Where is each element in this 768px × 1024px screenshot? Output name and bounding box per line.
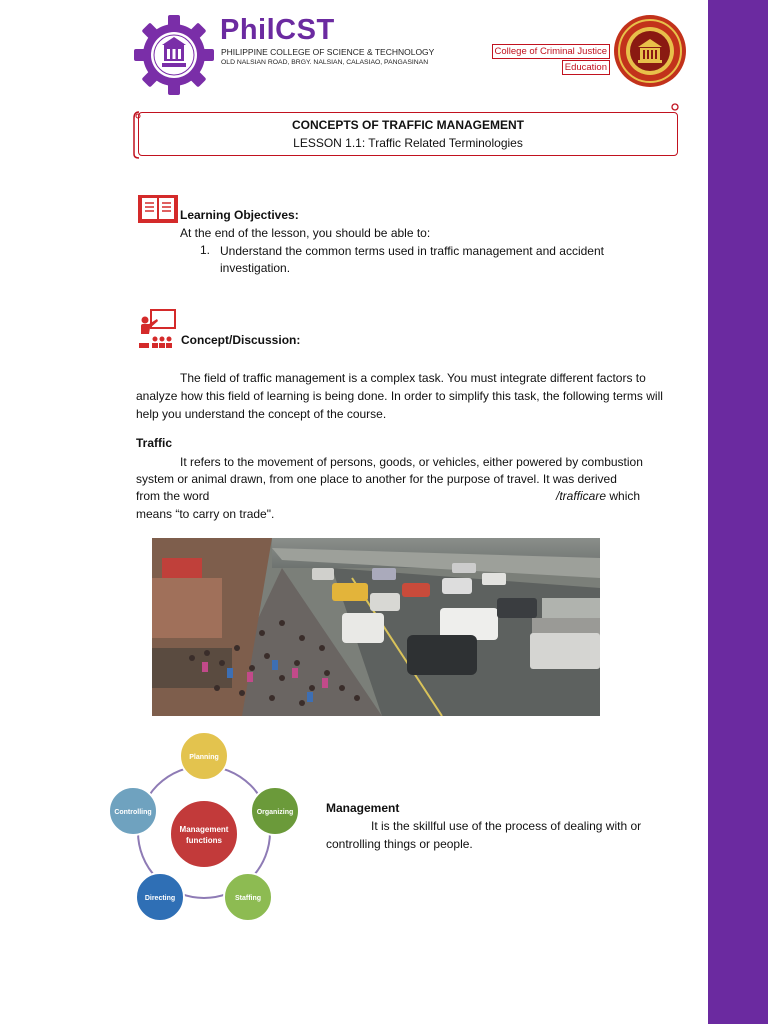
controlling-node [109,787,157,835]
traffic-definition-line-4: means “to carry on trade". [136,507,275,521]
management-functions-diagram [104,728,304,926]
objective-number: 1. [200,243,211,257]
learning-objectives-heading: Learning Objectives: [180,208,299,222]
traffic-definition-line-3b [556,487,640,505]
center-label-line-2: functions [186,836,222,845]
staffing-node [224,873,272,921]
lesson-title: CONCEPTS OF TRAFFIC MANAGEMENT [292,118,524,132]
planning-node [180,732,228,780]
trafficare-term: /trafficare [556,489,607,503]
college-line-2: Education [562,60,610,75]
concept-discussion-heading: Concept/Discussion: [181,333,301,347]
college-line-1: College of Criminal Justice [492,44,610,59]
traffic-definition-line-3a: from the word [136,489,210,503]
objective-text: Understand the common terms used in traffic management and accident investigation. [220,244,604,275]
management-definition-line-1: It is the skillful use of the process of dealing with or [371,819,642,833]
side-band [708,0,768,1024]
college-department-tag [490,44,610,76]
scroll-curl-right [671,102,681,116]
traffic-definition-line-1: It refers to the movement of persons, goods, or vehicles, either powered by combustion [180,455,643,469]
learning-objectives-intro: At the end of the lesson, you should be able to: [180,226,431,240]
lesson-subtitle: LESSON 1.1: Traffic Related Terminologies [293,136,523,150]
directing-label: Directing [144,895,176,902]
concept-intro-paragraph: The field of traffic management is a complex task. You must integrate different factors to analyze how this field of learning is being done. In order to simplify this task, the following terms will help you understand the concept of the course. [136,371,663,421]
management-definition-line-2: controlling things or people. [326,837,473,851]
brand-name: PhilCST [220,14,335,46]
management-heading: Management [326,801,400,815]
planning-label: Planning [189,754,219,761]
open-book-icon [137,194,179,224]
staffing-label: Staffing [234,895,262,902]
traffic-heading: Traffic [136,436,173,450]
teacher-presentation-icon [137,308,179,350]
organizing-node [251,787,299,835]
directing-node [136,873,184,921]
traffic-street-photo [152,538,600,716]
traffic-definition-line-2: system or animal drawn, from one place to another for the purpose of travel. It was derived [136,472,617,486]
philcst-gear-logo [132,13,216,97]
controlling-label: Controlling [114,809,152,816]
center-label-line-1: Management [179,825,229,834]
organizing-label: Organizing [256,809,294,816]
college-seal-logo [612,13,688,89]
college-full-name: PHILIPPINE COLLEGE OF SCIENCE & TECHNOLOGY [221,47,435,57]
traffic-which: which [606,489,641,503]
college-address: OLD NALSIAN ROAD, BRGY. NALSIAN, CALASIAO, PANGASINAN [221,59,429,66]
management-functions-center [170,800,238,868]
